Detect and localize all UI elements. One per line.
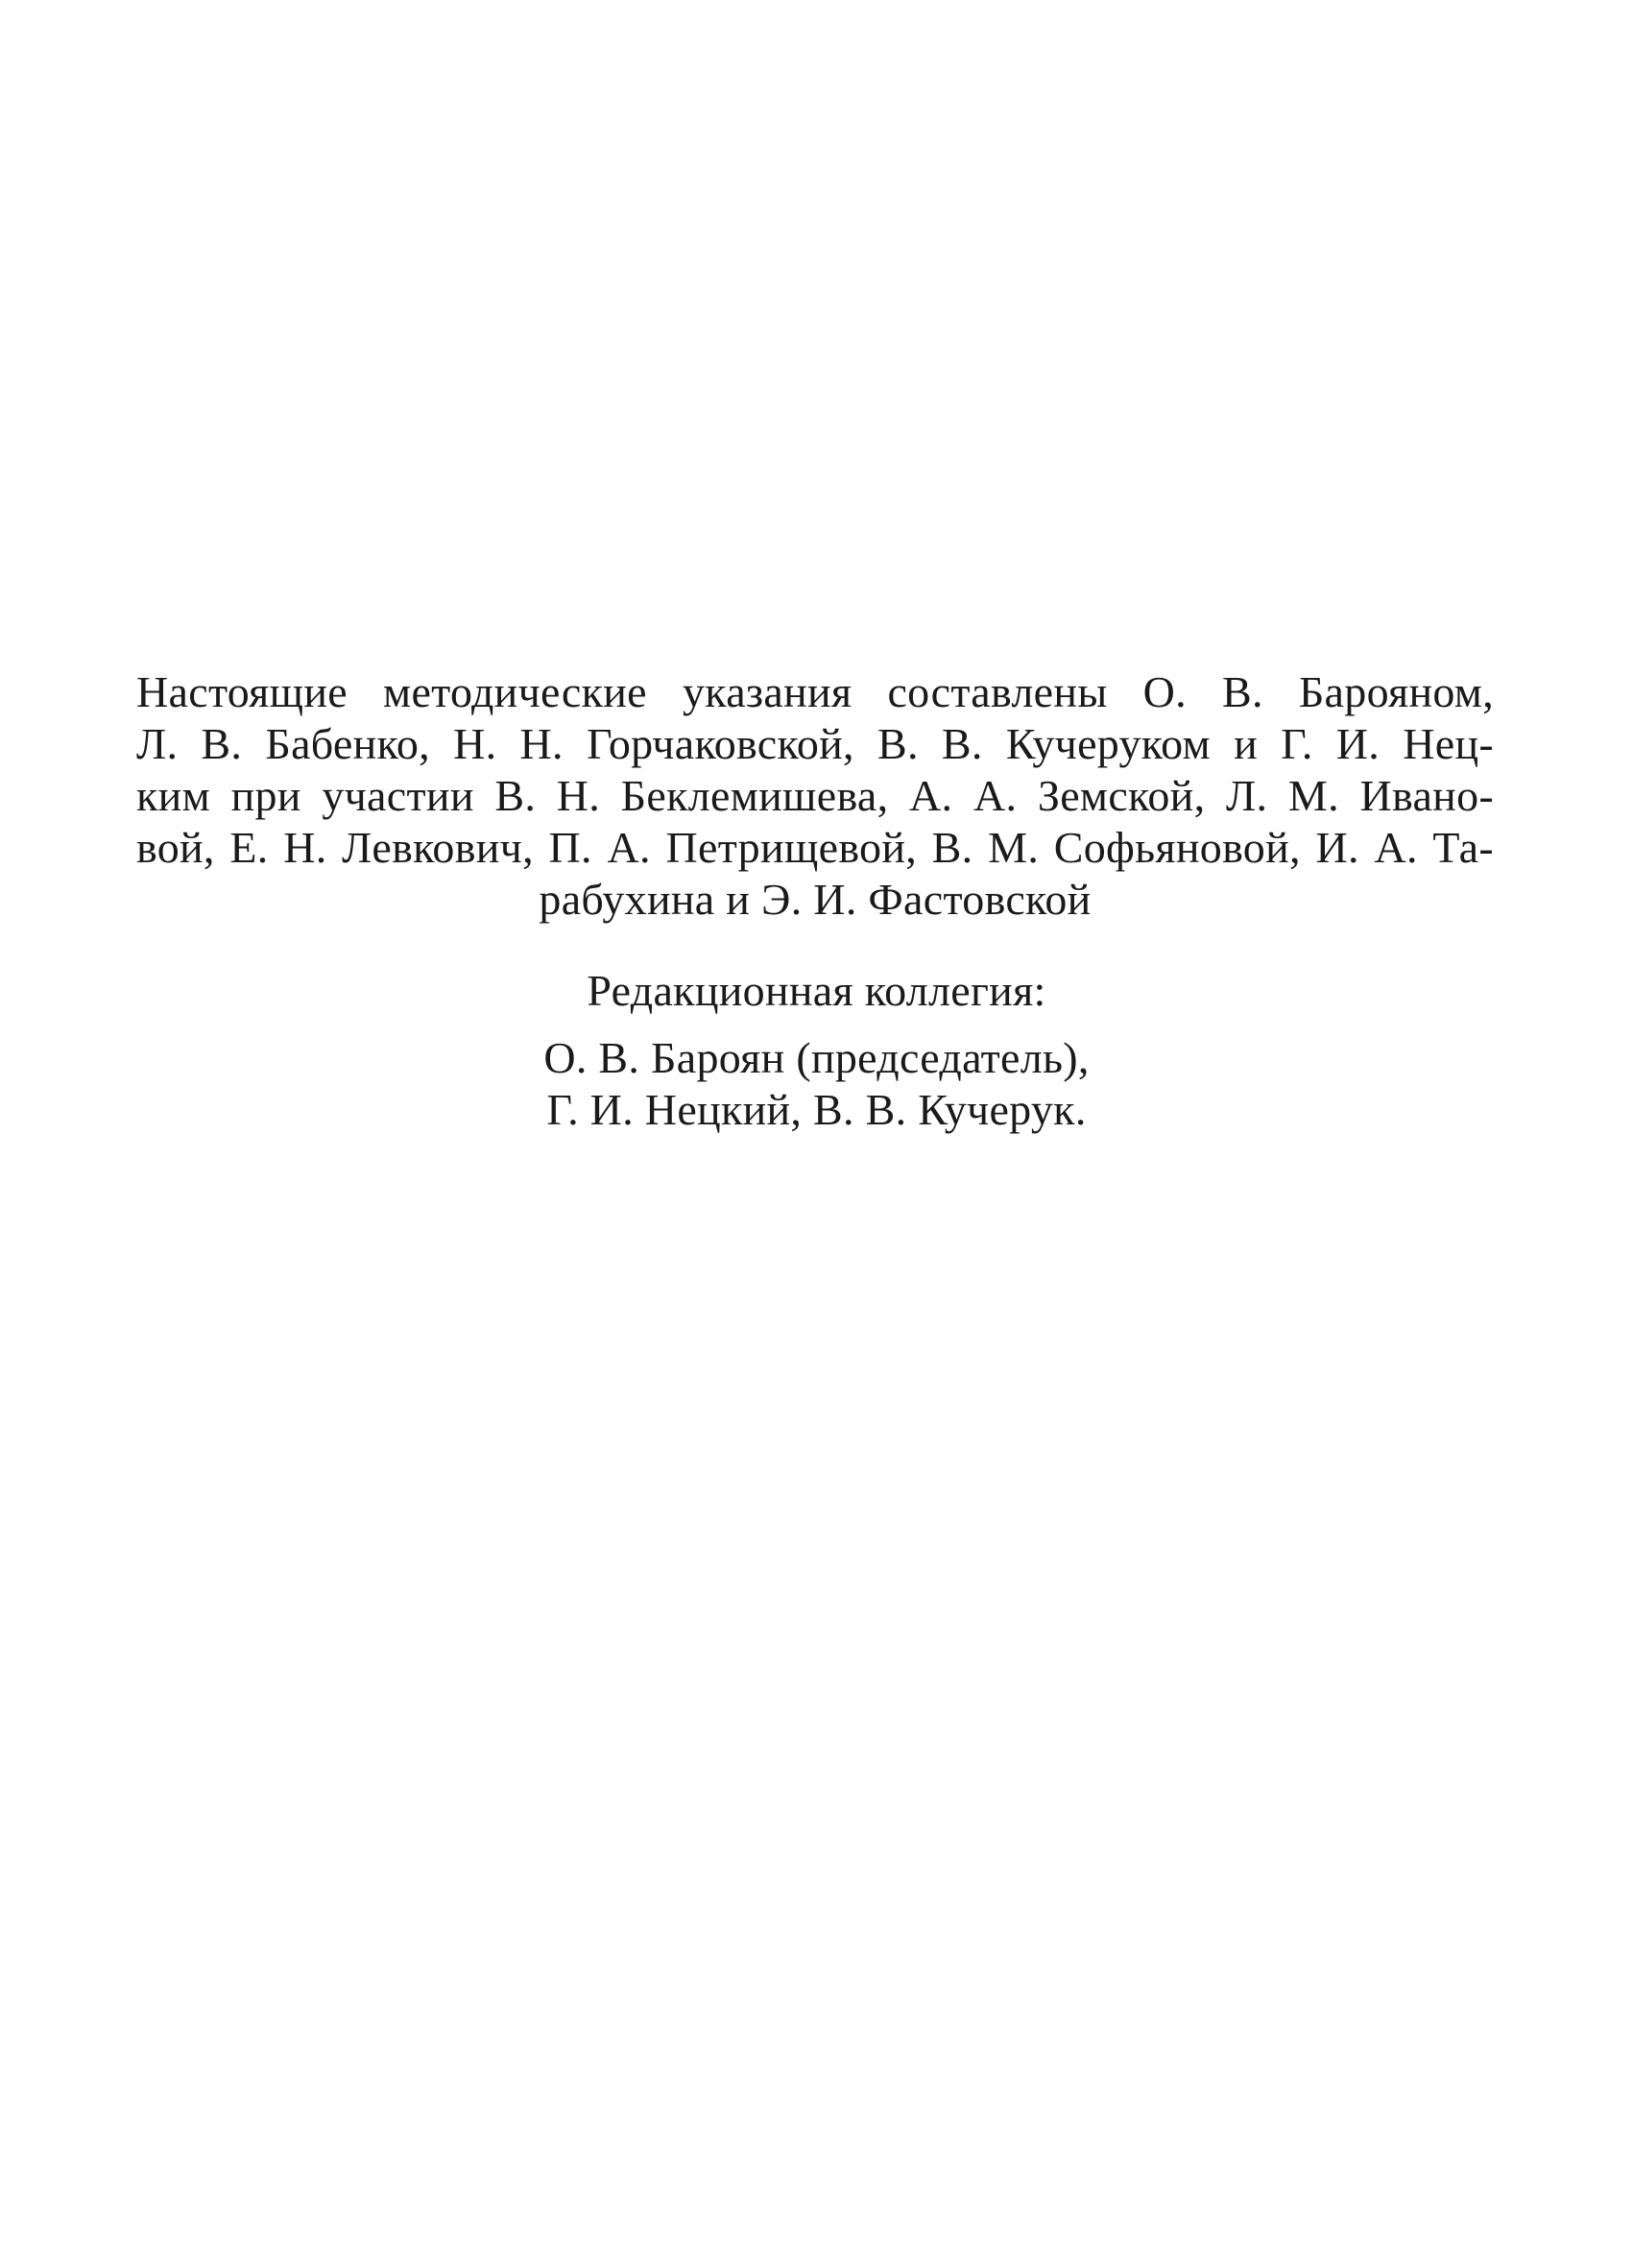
authors-line: вой, Е. Н. Левкович, П. А. Петрищевой, В. М. Софьяновой, И. А. Та- [136, 823, 1494, 872]
authors-line: рабухина и Э. И. Фастовской [539, 875, 1092, 924]
editorial-board-members-line: Г. И. Нецкий, В. В. Кучерук. [546, 1085, 1087, 1134]
authors-line: Настоящие методические указания составлены О. В. Барояном, [136, 667, 1494, 716]
editorial-board [0, 965, 1633, 1136]
authors-line: ким при участии В. Н. Беклемишева, А. А. Земской, Л. М. Ивано- [136, 771, 1494, 820]
editorial-board-members-line: О. В. Бароян (председатель), [543, 1033, 1090, 1082]
authors-paragraph [136, 666, 1494, 926]
authors-line: Л. В. Бабенко, Н. Н. Горчаковской, В. В. Кучеруком и Г. И. Нец- [136, 719, 1494, 768]
editorial-board-heading: Редакционная коллегия: [587, 966, 1046, 1015]
